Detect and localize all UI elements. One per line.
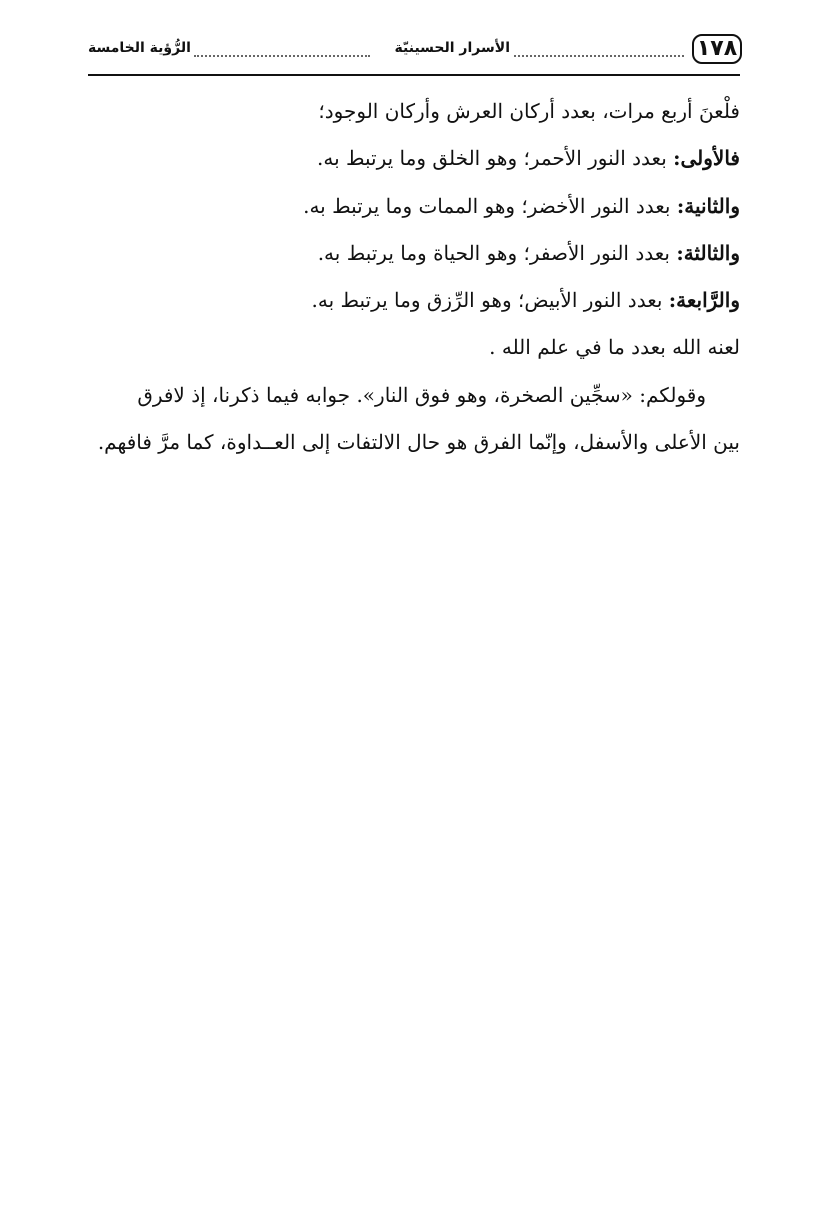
term-label: والرَّابعة:	[668, 288, 740, 313]
paragraph-line: لعنه الله بعدد ما في علم الله .	[489, 335, 740, 360]
term-label: فالأولى:	[673, 146, 740, 171]
paragraph-line	[90, 183, 740, 230]
body-text	[90, 88, 740, 466]
term-text: بعدد النور الأخضر؛ وهو الممات وما يرتبط به.	[303, 193, 677, 218]
paragraph-line: فلْعنَ أربع مرات، بعدد أركان العرش وأركان الوجود؛	[318, 99, 740, 123]
chapter-title: الرُّؤية الخامسة	[88, 40, 191, 56]
page-number: ١٧٨	[692, 34, 742, 64]
paragraph-line	[90, 135, 740, 182]
header-dotted-leader	[194, 55, 370, 57]
term-label: والثالثة:	[676, 240, 740, 265]
term-text: بعدد النور الأبيض؛ وهو الرِّزق وما يرتبط به.	[311, 288, 669, 313]
paragraph-line	[90, 230, 740, 277]
term-text: بعدد النور الأحمر؛ وهو الخلق وما يرتبط به.	[316, 146, 674, 171]
term-text: بعدد النور الأصفر؛ وهو الحياة وما يرتبط به.	[317, 240, 677, 265]
paragraph-line	[90, 277, 740, 324]
paragraph-line: وقولكم: «سجِّين الصخرة، وهو فوق النار». جوابه فيما ذكرنا، إذ لافرق	[137, 382, 706, 407]
header-rule	[88, 74, 740, 76]
term-label: والثانية:	[676, 193, 740, 218]
running-header	[88, 30, 742, 70]
book-title: الأسرار الحسينيّة	[394, 40, 510, 56]
header-dotted-leader	[514, 55, 684, 57]
paragraph-line: بين الأعلى والأسفل، وإنّما الفرق هو حال الالتفات إلى العــداوة، كما مرَّ فافهم.	[97, 430, 740, 455]
